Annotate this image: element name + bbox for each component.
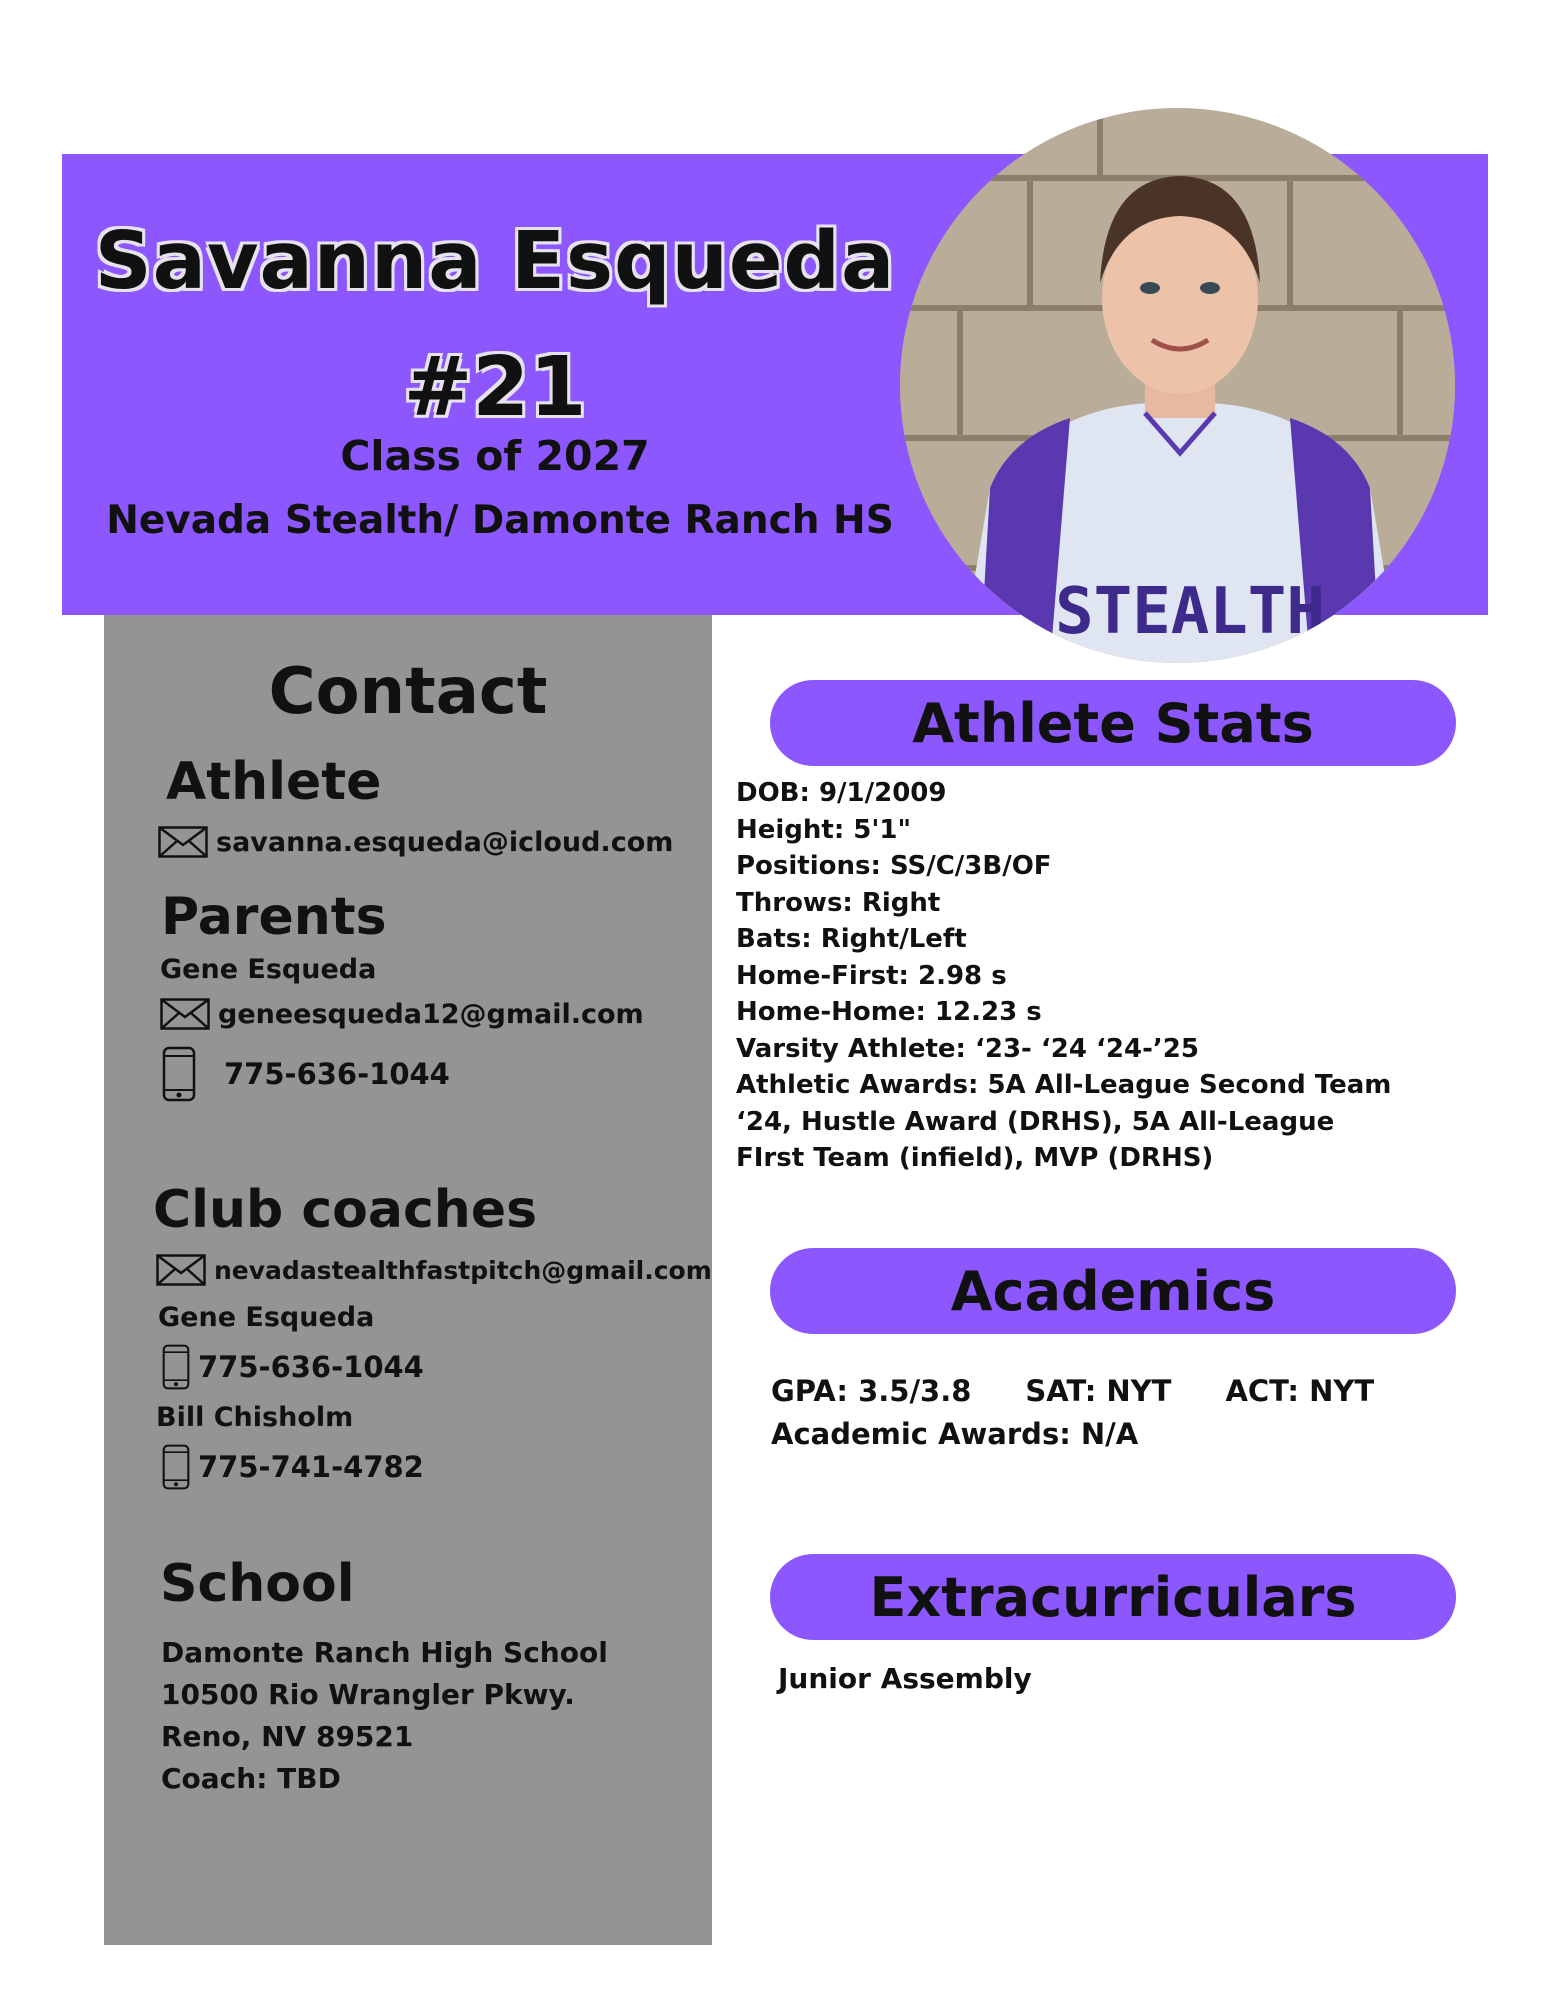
phone-icon — [162, 1344, 190, 1390]
academics-info — [771, 1370, 1428, 1456]
coach1-phone-row[interactable] — [162, 1344, 424, 1390]
phone-icon — [162, 1046, 196, 1102]
jersey-number: #21 — [403, 340, 587, 435]
school-line: Reno, NV 89521 — [161, 1720, 414, 1753]
coach1-phone[interactable]: 775-636-1044 — [198, 1350, 424, 1384]
athlete-heading: Athlete — [166, 752, 382, 812]
athlete-email[interactable]: savanna.esqueda@icloud.com — [216, 826, 674, 858]
academic-awards: Academic Awards: N/A — [771, 1417, 1139, 1451]
parent-name: Gene Esqueda — [160, 954, 377, 985]
parent-phone-row[interactable] — [162, 1046, 450, 1102]
coach2-phone-row[interactable] — [162, 1444, 424, 1490]
sat-score: SAT: NYT — [1025, 1374, 1172, 1408]
club-email-row[interactable] — [156, 1254, 712, 1286]
graduation-class: Class of 2027 — [340, 432, 650, 480]
club-email[interactable]: nevadastealthfastpitch@gmail.com — [214, 1255, 712, 1285]
coach2-name: Bill Chisholm — [156, 1402, 354, 1433]
jersey-text: STEALTH — [1055, 575, 1325, 649]
extracurricular-item: Junior Assembly — [778, 1662, 1032, 1695]
stat-line: Home-First: 2.98 s — [736, 960, 1007, 991]
school-heading: School — [160, 1554, 355, 1614]
coach2-phone[interactable]: 775-741-4782 — [198, 1450, 424, 1484]
contact-title: Contact — [268, 655, 548, 729]
athlete-stats-title: Athlete Stats — [912, 691, 1314, 755]
stat-line: Throws: Right — [736, 887, 941, 918]
academics-title: Academics — [950, 1259, 1276, 1323]
gpa: GPA: 3.5/3.8 — [771, 1374, 972, 1408]
extracurriculars-title: Extracurriculars — [869, 1565, 1357, 1629]
academics-heading — [770, 1248, 1456, 1334]
act-score: ACT: NYT — [1225, 1374, 1375, 1408]
athlete-stats-heading — [770, 680, 1456, 766]
parent-phone[interactable]: 775-636-1044 — [224, 1057, 450, 1091]
athlete-stats-list — [736, 775, 1392, 1177]
mail-icon — [160, 998, 210, 1030]
stat-line: DOB: 9/1/2009 — [736, 778, 947, 808]
stat-line: Varsity Athlete: ‘23- ‘24 ‘24-’25 — [736, 1033, 1199, 1064]
school-line: Coach: TBD — [161, 1762, 341, 1795]
stat-line: Positions: SS/C/3B/OF — [736, 851, 1052, 881]
school-address — [161, 1632, 608, 1800]
phone-icon — [162, 1444, 190, 1490]
athlete-name: Savanna Esqueda — [94, 215, 896, 307]
club-coaches-heading: Club coaches — [153, 1180, 538, 1240]
stat-line: Height: 5'1" — [736, 814, 911, 845]
stat-line: Home-Home: 12.23 s — [736, 997, 1042, 1027]
team-school: Nevada Stealth/ Damonte Ranch HS — [106, 498, 894, 543]
athlete-email-row[interactable] — [158, 826, 673, 858]
parent-email[interactable]: geneesqueda12@gmail.com — [218, 998, 644, 1030]
stat-line: ‘24, Hustle Award (DRHS), 5A All-League — [736, 1106, 1335, 1137]
mail-icon — [156, 1254, 206, 1286]
parent-email-row[interactable] — [160, 998, 644, 1030]
stat-line: Athletic Awards: 5A All-League Second Team — [736, 1070, 1392, 1100]
school-line: 10500 Rio Wrangler Pkwy. — [161, 1678, 575, 1711]
coach1-name: Gene Esqueda — [158, 1302, 375, 1333]
parents-heading: Parents — [161, 887, 387, 947]
stat-line: FIrst Team (infield), MVP (DRHS) — [736, 1143, 1214, 1173]
school-line: Damonte Ranch High School — [161, 1636, 608, 1669]
athlete-photo — [900, 108, 1455, 663]
extracurriculars-heading — [770, 1554, 1456, 1640]
stat-line: Bats: Right/Left — [736, 924, 967, 954]
mail-icon — [158, 826, 208, 858]
